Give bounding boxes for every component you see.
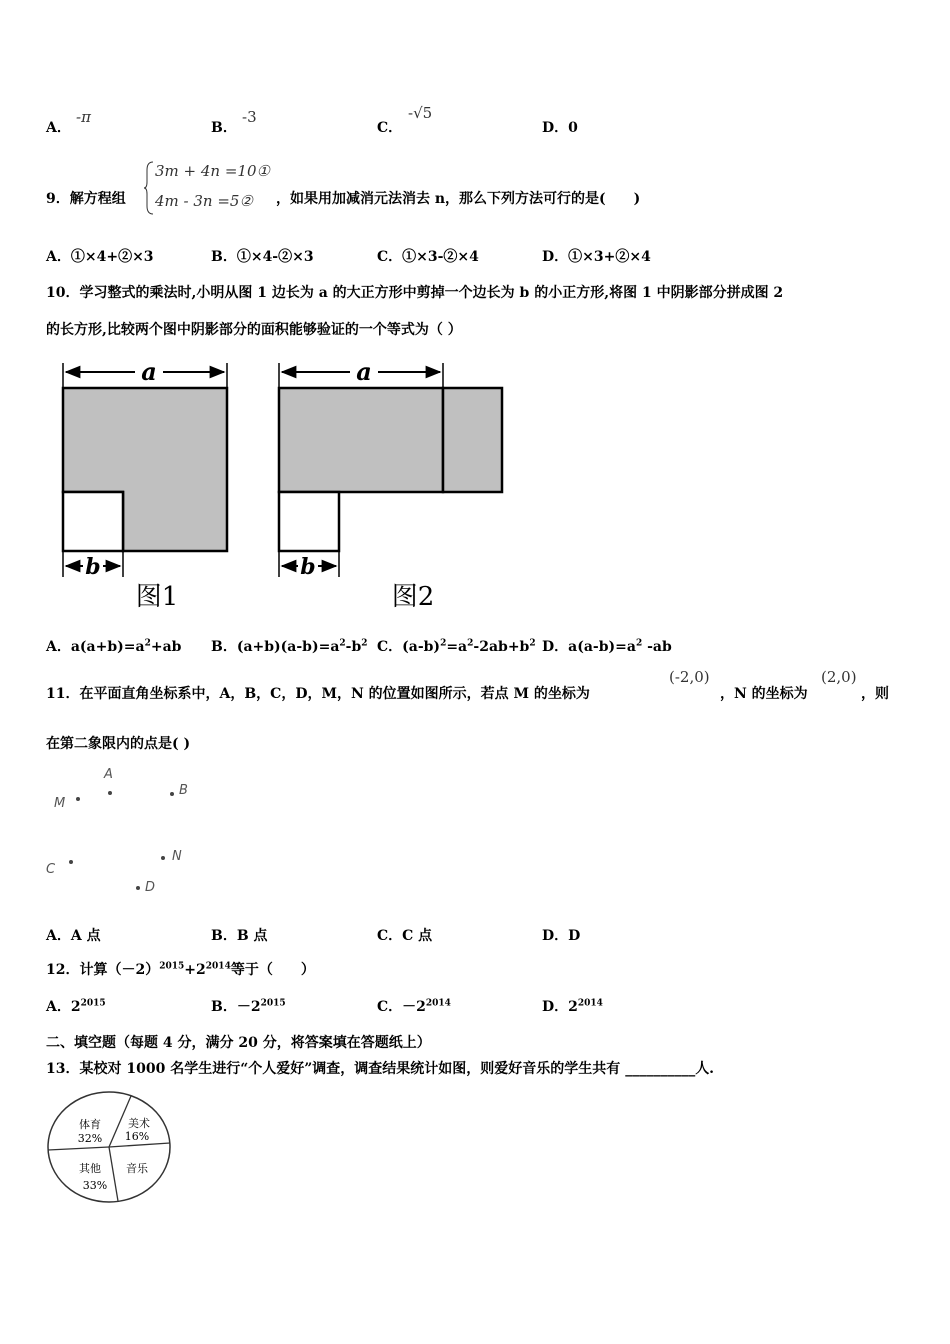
q9-prefix: 9．解方程组: [46, 191, 126, 207]
q10-stem-line1: 10．学习整式的乘法时,小明从图 1 边长为 a 的大正方形中剪掉一个边长为 b 的小正方形,将图 1 中阴影部分拼成图 2: [46, 285, 784, 301]
point-a-dot: [108, 791, 112, 795]
fig2-label-a: a: [356, 357, 372, 386]
point-c-label: C: [46, 862, 56, 877]
q12-stem: 12．计算$(-2)^{2015}+2^{2014}$等于（ ）: [46, 961, 315, 978]
point-m-label: M: [54, 796, 66, 811]
q13-pie-chart: [46, 1088, 181, 1208]
q8-option-a-value: -π: [76, 108, 91, 126]
q9-option-d: D．①×3+②×4: [542, 249, 651, 265]
q10-option-d: D．$a(a-b)=a^2$ -ab: [542, 638, 672, 655]
q8-option-a: A．: [46, 120, 71, 136]
fig2-caption: 图2: [391, 582, 435, 612]
q12-option-a: A．$2^{2015}$: [46, 998, 106, 1015]
pie-label-music: 音乐: [126, 1162, 148, 1175]
q11-stem-part3: ，则: [861, 686, 889, 702]
q11-option-a: A．A 点: [46, 928, 101, 944]
pie-pct-art: 16%: [124, 1130, 150, 1143]
q8-option-d: D．0: [542, 120, 578, 136]
q10-option-b: B．$(a+b)(a-b)=a^2-b^2$: [211, 638, 368, 655]
fig1-caption: 图1: [135, 582, 179, 612]
fig1-label-a: a: [141, 357, 157, 386]
point-n-dot: [161, 856, 165, 860]
q11-n-coordinate: (2,0): [821, 668, 857, 686]
q12-option-c: C．$-2^{2014}$: [377, 998, 451, 1015]
q11-point-diagram: [40, 765, 230, 905]
q9-option-a: A．①×4+②×3: [46, 249, 154, 265]
q11-option-c: C．C 点: [377, 928, 433, 944]
point-c-dot: [69, 860, 73, 864]
point-m-dot: [76, 797, 80, 801]
q10-option-a: A．$a(a+b)=a^2+ab$: [46, 638, 182, 655]
pie-label-sports: 体育: [79, 1118, 101, 1131]
point-n-label: N: [172, 849, 182, 864]
figure-1: [63, 357, 227, 612]
section-2-title: 二、填空题（每题 4 分，满分 20 分，将答案填在答题纸上）: [46, 1035, 431, 1051]
figure-2: [279, 357, 502, 612]
q13-stem: 13．某校对 1000 名学生进行“个人爱好”调查，调查结果统计如图，则爱好音乐的学生共有 __________人.: [46, 1061, 715, 1077]
point-d-label: D: [145, 880, 156, 895]
q9-brace: [143, 160, 155, 216]
point-a-label: A: [104, 767, 113, 782]
q9-option-b: B．①×4-②×3: [211, 249, 314, 265]
q10-figures: [50, 355, 520, 615]
q8-option-c: C．: [377, 120, 403, 136]
point-b-label: B: [179, 783, 188, 798]
pie-pct-sports: 32%: [77, 1132, 103, 1145]
q9-equation-1: 3m + 4n =10①: [155, 162, 270, 180]
point-d-dot: [136, 886, 140, 890]
q13-answer-blank[interactable]: __________: [625, 1061, 696, 1077]
q12-option-b: B．$-2^{2015}$: [211, 998, 286, 1015]
q8-option-b-value: -3: [242, 108, 257, 126]
q11-stem-part1: 11．在平面直角坐标系中，A，B，C，D，M，N 的位置如图所示，若点 M 的坐标为: [46, 686, 590, 702]
q9-option-c: C．①×3-②×4: [377, 249, 479, 265]
q8-option-c-value: -√5: [408, 104, 433, 122]
pie-pct-other: 33%: [82, 1179, 108, 1192]
q11-option-d: D．D: [542, 928, 581, 944]
q11-option-b: B．B 点: [211, 928, 268, 944]
fig1-label-b: b: [85, 554, 101, 580]
q9-equation-2: 4m - 3n =5②: [155, 192, 253, 210]
q11-stem-part2: ，N 的坐标为: [720, 686, 808, 702]
q10-option-c: C．$(a-b)^2=a^2-2ab+b^2$: [377, 638, 536, 655]
q9-suffix: ，如果用加减消元法消去 n，那么下列方法可行的是( ): [276, 191, 641, 207]
pie-label-art: 美术: [128, 1117, 150, 1130]
pie-label-other: 其他: [79, 1162, 101, 1175]
fig2-label-b: b: [300, 554, 316, 580]
q12-option-d: D．$2^{2014}$: [542, 998, 603, 1015]
q11-m-coordinate: (-2,0): [669, 668, 710, 686]
point-b-dot: [170, 792, 174, 796]
q10-stem-line2: 的长方形,比较两个图中阴影部分的面积能够验证的一个等式为（ ）: [46, 322, 462, 338]
q11-stem-line2: 在第二象限内的点是( ): [46, 736, 191, 752]
q8-option-b: B．: [211, 120, 237, 136]
